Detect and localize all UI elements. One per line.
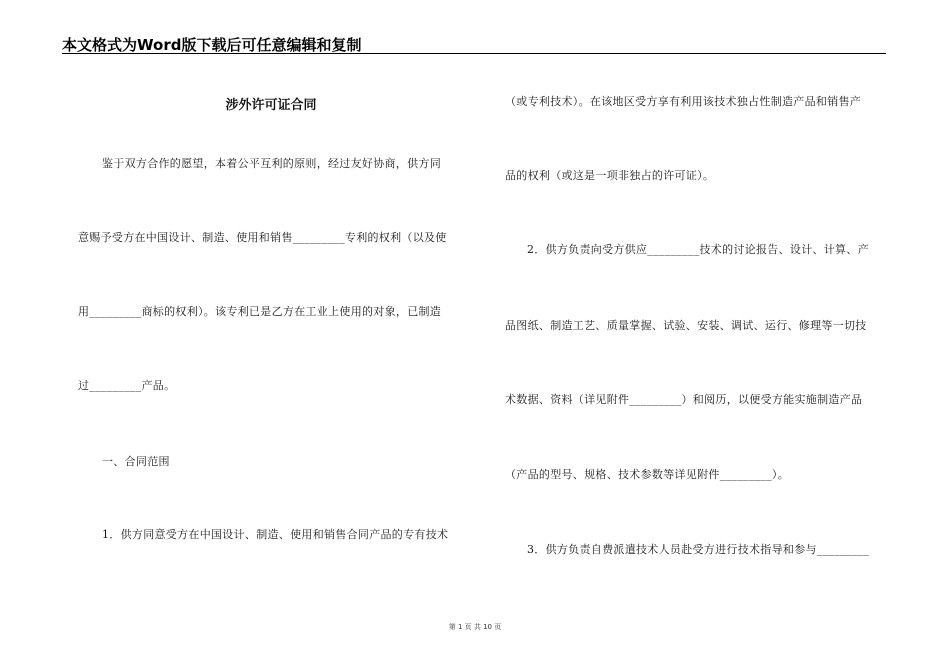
section-heading: 一、合同范围 [102, 455, 170, 468]
right-column-line: （或专利技术）。在该地区受方享有利用该技术独占性制造产品和销售产 [505, 95, 862, 108]
document-title: 涉外许可证合同 [225, 98, 317, 113]
page-footer: 第 1 页 共 10 页 [448, 623, 502, 631]
right-column-line: （产品的型号、规格、技术参数等详见附件_________）。 [505, 468, 789, 481]
left-column-line: 用_________商标的权利）。该专利已是乙方在工业上使用的对象，已制造 [78, 305, 442, 318]
header-divider [62, 53, 886, 54]
left-column-line: 意赐予受方在中国设计、制造、使用和销售_________专利的权利（以及使 [78, 231, 447, 244]
right-column-line: 术数据、资料（详见附件_________）和阅历，以便受方能实施制造产品 [505, 393, 863, 406]
right-column-line: 品的权利（或这是一项非独占的许可证）。 [505, 169, 715, 182]
left-column-line: 鉴于双方合作的愿望，本着公平互利的原则，经过友好协商，供方同 [102, 157, 441, 170]
left-column-line: 过_________产品。 [78, 379, 176, 392]
left-column-line: 1．供方同意受方在中国设计、制造、使用和销售合同产品的专有技术 [102, 528, 449, 541]
right-column-line: 3．供方负责自费派遣技术人员赴受方进行技术指导和参与_________ [527, 543, 869, 556]
right-column-line: 2．供方负责向受方供应_________技术的讨论报告、设计、计算、产 [527, 243, 869, 256]
right-column-line: 品图纸、制造工艺、质量掌握、试验、安装、调试、运行、修理等一切技 [505, 319, 867, 332]
header-banner: 本文格式为Word版下载后可任意编辑和复制 [62, 36, 362, 54]
